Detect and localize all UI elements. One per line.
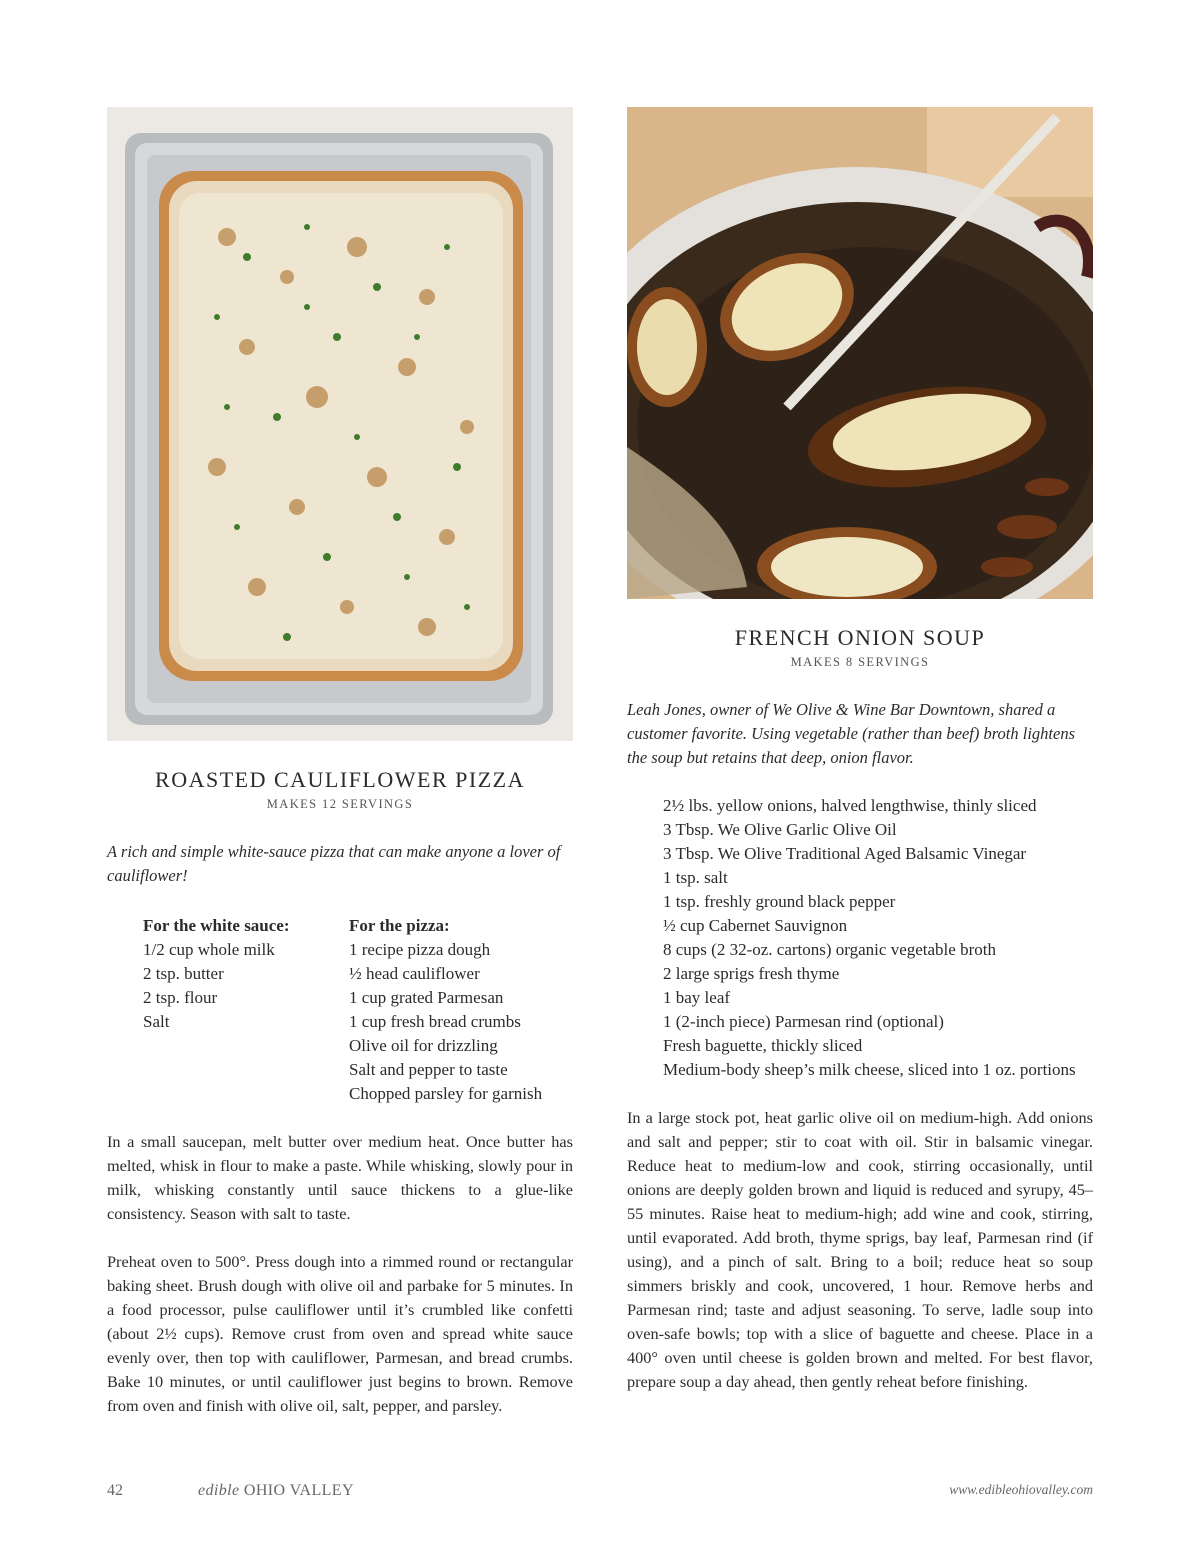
list-item: 2 tsp. flour: [143, 988, 218, 1007]
sauce-list: [143, 938, 349, 1034]
list-item: 1 recipe pizza dough: [349, 940, 491, 959]
sauce-heading: For the white sauce:: [143, 916, 290, 935]
list-item: ½ cup Cabernet Sauvignon: [663, 916, 848, 935]
list-item: 1 tsp. freshly ground black pepper: [663, 892, 896, 911]
recipe-intro: Leah Jones, owner of We Olive & Wine Bar Downtown, shared a customer favorite. Using vegetable (rather than beef) broth lightens the soup but retains that deep, onion flavor.: [627, 700, 1076, 767]
instructions-paragraph: In a small saucepan, melt butter over medium heat. Once butter has melted, whisk in flour to make a paste. While whisking, slowly pour in milk, whisking constantly until sauce thickens to a glue-like consistency. Season with salt to taste.: [107, 1132, 573, 1223]
pizza-photo: [107, 107, 573, 741]
list-item: ½ head cauliflower: [349, 964, 480, 983]
list-item: 2 large sprigs fresh thyme: [663, 964, 840, 983]
pizza-list: [349, 938, 573, 1106]
pizza-ingredients: [349, 914, 573, 1106]
instructions-paragraph: In a large stock pot, heat garlic olive oil on medium-high. Add onions and salt and pepper; stir to coat with oil. Stir in balsamic vinegar. Reduce heat to medium-low and cook, stirring occasionally, until onions are deeply golden brown and liquid is reduced and syrupy, 45–55 minutes. Raise heat to medium-high; add wine and cook, stirring, until evaporated. Add broth, thyme sprigs, bay leaf, Parmesan rind (if using), and a pinch of salt. Bring to a boil; reduce heat so soup simmers briskly and cook, uncovered, 1 hour. Remove herbs and Parmesan rind; taste and adjust seasoning. To serve, ladle soup into oven-safe bowls; top with a slice of baguette and cheese. Place in a 400° oven until cheese is golden brown and melted. For best flavor, prepare soup a day ahead, then gently reheat before finishing.: [627, 1108, 1093, 1391]
magazine-name-rest: OHIO VALLEY: [239, 1482, 354, 1499]
list-item: 3 Tbsp. We Olive Garlic Olive Oil: [663, 820, 897, 839]
recipe-servings: MAKES 12 SERVINGS: [266, 797, 414, 811]
list-item: 1 bay leaf: [663, 988, 731, 1007]
sauce-ingredients: [143, 914, 349, 1106]
list-item: 1 cup grated Parmesan: [349, 988, 504, 1007]
recipe-intro: A rich and simple white-sauce pizza that can make anyone a lover of cauliflower!: [107, 842, 561, 885]
list-item: 1/2 cup whole milk: [143, 940, 275, 959]
recipe-servings: MAKES 8 SERVINGS: [790, 655, 930, 669]
list-item: 8 cups (2 32-oz. cartons) organic vegetable broth: [663, 940, 996, 959]
list-item: 1 cup fresh bread crumbs: [349, 1012, 521, 1031]
list-item: 2½ lbs. yellow onions, halved lengthwise, thinly sliced: [663, 796, 1037, 815]
list-item: 1 tsp. salt: [663, 868, 728, 887]
recipe-title: ROASTED CAULIFLOWER PIZZA: [155, 767, 525, 792]
list-item: Medium-body sheep’s milk cheese, sliced into 1 oz. portions: [663, 1060, 1076, 1079]
list-item: Fresh baguette, thickly sliced: [663, 1036, 863, 1055]
list-item: 3 Tbsp. We Olive Traditional Aged Balsamic Vinegar: [663, 844, 1027, 863]
list-item: Salt and pepper to taste: [349, 1060, 508, 1079]
soup-list: [663, 794, 1093, 1082]
left-column: [107, 107, 573, 1418]
instructions-paragraph: Preheat oven to 500°. Press dough into a rimmed round or rectangular baking sheet. Brush dough with olive oil and parbake for 5 minutes. In a food processor, pulse cauliflower until it’s crumbled like confetti (about 2½ cups). Remove crust from oven and spread white sauce evenly over, then top with cauliflower, Parmesan, and bread crumbs. Bake 10 minutes, or until cauliflower just begins to brown. Remove from oven and finish with olive oil, salt, pepper, and parsley.: [107, 1252, 573, 1415]
soup-illustration: [627, 107, 1093, 599]
right-column: [627, 107, 1093, 1394]
ingredients: [107, 914, 573, 1106]
list-item: Chopped parsley for garnish: [349, 1084, 543, 1103]
soup-photo: [627, 107, 1093, 599]
list-item: Salt: [143, 1012, 170, 1031]
pizza-heading: For the pizza:: [349, 916, 450, 935]
page-number: 42: [107, 1482, 123, 1499]
recipe-title: FRENCH ONION SOUP: [734, 625, 986, 650]
pizza-illustration: [107, 107, 573, 741]
ingredients: [627, 794, 1093, 1082]
magazine-name: [198, 1482, 354, 1500]
list-item: Olive oil for drizzling: [349, 1036, 498, 1055]
website-url: www.edibleohiovalley.com: [949, 1482, 1093, 1497]
list-item: 1 (2-inch piece) Parmesan rind (optional): [663, 1012, 944, 1031]
list-item: 2 tsp. butter: [143, 964, 224, 983]
magazine-name-italic: edible: [198, 1482, 240, 1499]
